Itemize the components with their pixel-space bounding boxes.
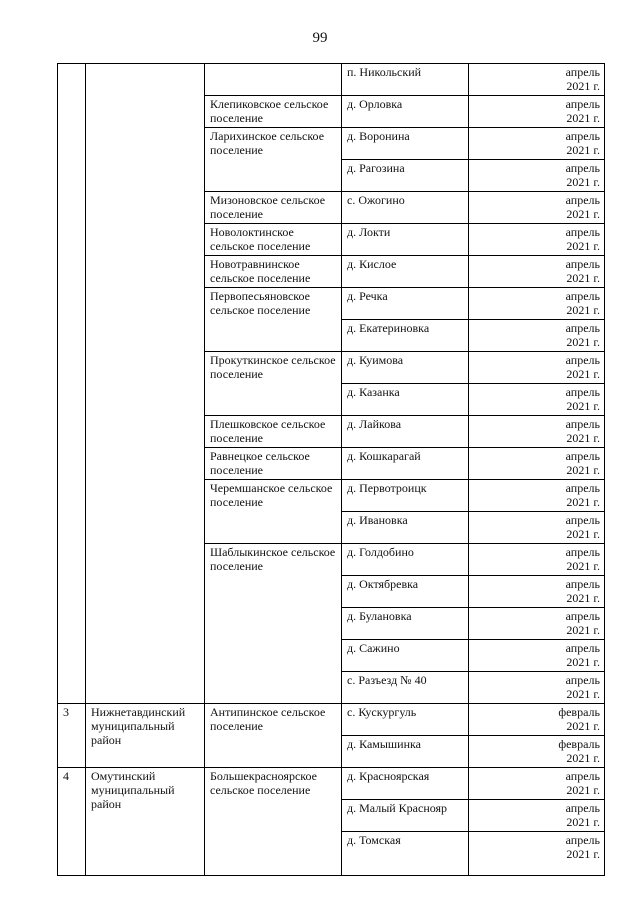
month-cell: апрель 2021 г.	[469, 192, 605, 224]
month-cell: февраль 2021 г.	[469, 736, 605, 768]
settlement-cell: Новотравнинское сельское поселение	[205, 256, 342, 288]
village-cell: д. Сажино	[342, 640, 469, 672]
village-cell: с. Разъезд № 40	[342, 672, 469, 704]
village-cell: д. Камышинка	[342, 736, 469, 768]
month-cell: апрель 2021 г.	[469, 224, 605, 256]
settlement-cell: Черемшанское сельское поселение	[205, 480, 342, 544]
page-number: 99	[312, 30, 328, 46]
district-cell: Нижнетавдинский муниципальный район	[86, 704, 205, 768]
table-row	[58, 704, 605, 736]
village-cell: д. Октябревка	[342, 576, 469, 608]
village-cell: д. Кошкарагай	[342, 448, 469, 480]
month-cell: апрель 2021 г.	[469, 256, 605, 288]
month-cell: апрель 2021 г.	[469, 640, 605, 672]
district-cell	[86, 64, 205, 704]
settlement-cell: Плешковское сельское поселение	[205, 416, 342, 448]
settlement-cell: Клепиковское сельское поселение	[205, 96, 342, 128]
month-cell: апрель 2021 г.	[469, 64, 605, 96]
village-cell: д. Воронина	[342, 128, 469, 160]
month-cell: апрель 2021 г.	[469, 576, 605, 608]
village-cell: д. Орловка	[342, 96, 469, 128]
row-number-cell: 3	[58, 704, 86, 768]
month-cell: апрель 2021 г.	[469, 608, 605, 640]
settlement-cell: Равнецкое сельское поселение	[205, 448, 342, 480]
row-number-cell: 4	[58, 768, 86, 876]
month-cell: апрель 2021 г.	[469, 352, 605, 384]
month-cell: апрель 2021 г.	[469, 160, 605, 192]
settlement-cell: Новолоктинское сельское поселение	[205, 224, 342, 256]
month-cell: апрель 2021 г.	[469, 96, 605, 128]
village-cell: д. Рагозина	[342, 160, 469, 192]
village-cell: д. Локти	[342, 224, 469, 256]
table-row	[58, 768, 605, 800]
month-cell: апрель 2021 г.	[469, 800, 605, 832]
settlement-cell: Антипинское сельское поселение	[205, 704, 342, 768]
month-cell: апрель 2021 г.	[469, 128, 605, 160]
settlement-cell: Шаблыкинское сельское поселение	[205, 544, 342, 704]
settlements-table	[57, 63, 605, 876]
month-cell: апрель 2021 г.	[469, 512, 605, 544]
village-cell: д. Булановка	[342, 608, 469, 640]
table-row	[58, 64, 605, 96]
village-cell: д. Кислое	[342, 256, 469, 288]
village-cell: д. Первотроицк	[342, 480, 469, 512]
settlement-cell: Первопесьяновское сельское поселение	[205, 288, 342, 352]
month-cell: апрель 2021 г.	[469, 768, 605, 800]
settlement-cell: Прокуткинское сельское поселение	[205, 352, 342, 416]
month-cell: апрель 2021 г.	[469, 320, 605, 352]
village-cell: д. Красноярская	[342, 768, 469, 800]
month-cell: апрель 2021 г.	[469, 288, 605, 320]
settlement-cell: Ларихинское сельское поселение	[205, 128, 342, 192]
month-cell: апрель 2021 г.	[469, 416, 605, 448]
village-cell: д. Малый Краснояр	[342, 800, 469, 832]
settlement-cell: Большекрасноярское сельское поселение	[205, 768, 342, 876]
row-number-cell	[58, 64, 86, 704]
village-cell: д. Речка	[342, 288, 469, 320]
village-cell: д. Томская	[342, 832, 469, 876]
village-cell: д. Ивановка	[342, 512, 469, 544]
settlement-cell	[205, 64, 342, 96]
month-cell: апрель 2021 г.	[469, 544, 605, 576]
village-cell: п. Никольский	[342, 64, 469, 96]
village-cell: д. Казанка	[342, 384, 469, 416]
month-cell: февраль 2021 г.	[469, 704, 605, 736]
settlement-cell: Мизоновское сельское поселение	[205, 192, 342, 224]
village-cell: д. Голдобино	[342, 544, 469, 576]
month-cell: апрель 2021 г.	[469, 672, 605, 704]
month-cell: апрель 2021 г.	[469, 480, 605, 512]
village-cell: с. Кускургуль	[342, 704, 469, 736]
village-cell: с. Ожогино	[342, 192, 469, 224]
village-cell: д. Лайкова	[342, 416, 469, 448]
month-cell: апрель 2021 г.	[469, 448, 605, 480]
district-cell: Омутинский муниципальный район	[86, 768, 205, 876]
month-cell: апрель 2021 г.	[469, 832, 605, 876]
village-cell: д. Екатериновка	[342, 320, 469, 352]
village-cell: д. Куимова	[342, 352, 469, 384]
month-cell: апрель 2021 г.	[469, 384, 605, 416]
